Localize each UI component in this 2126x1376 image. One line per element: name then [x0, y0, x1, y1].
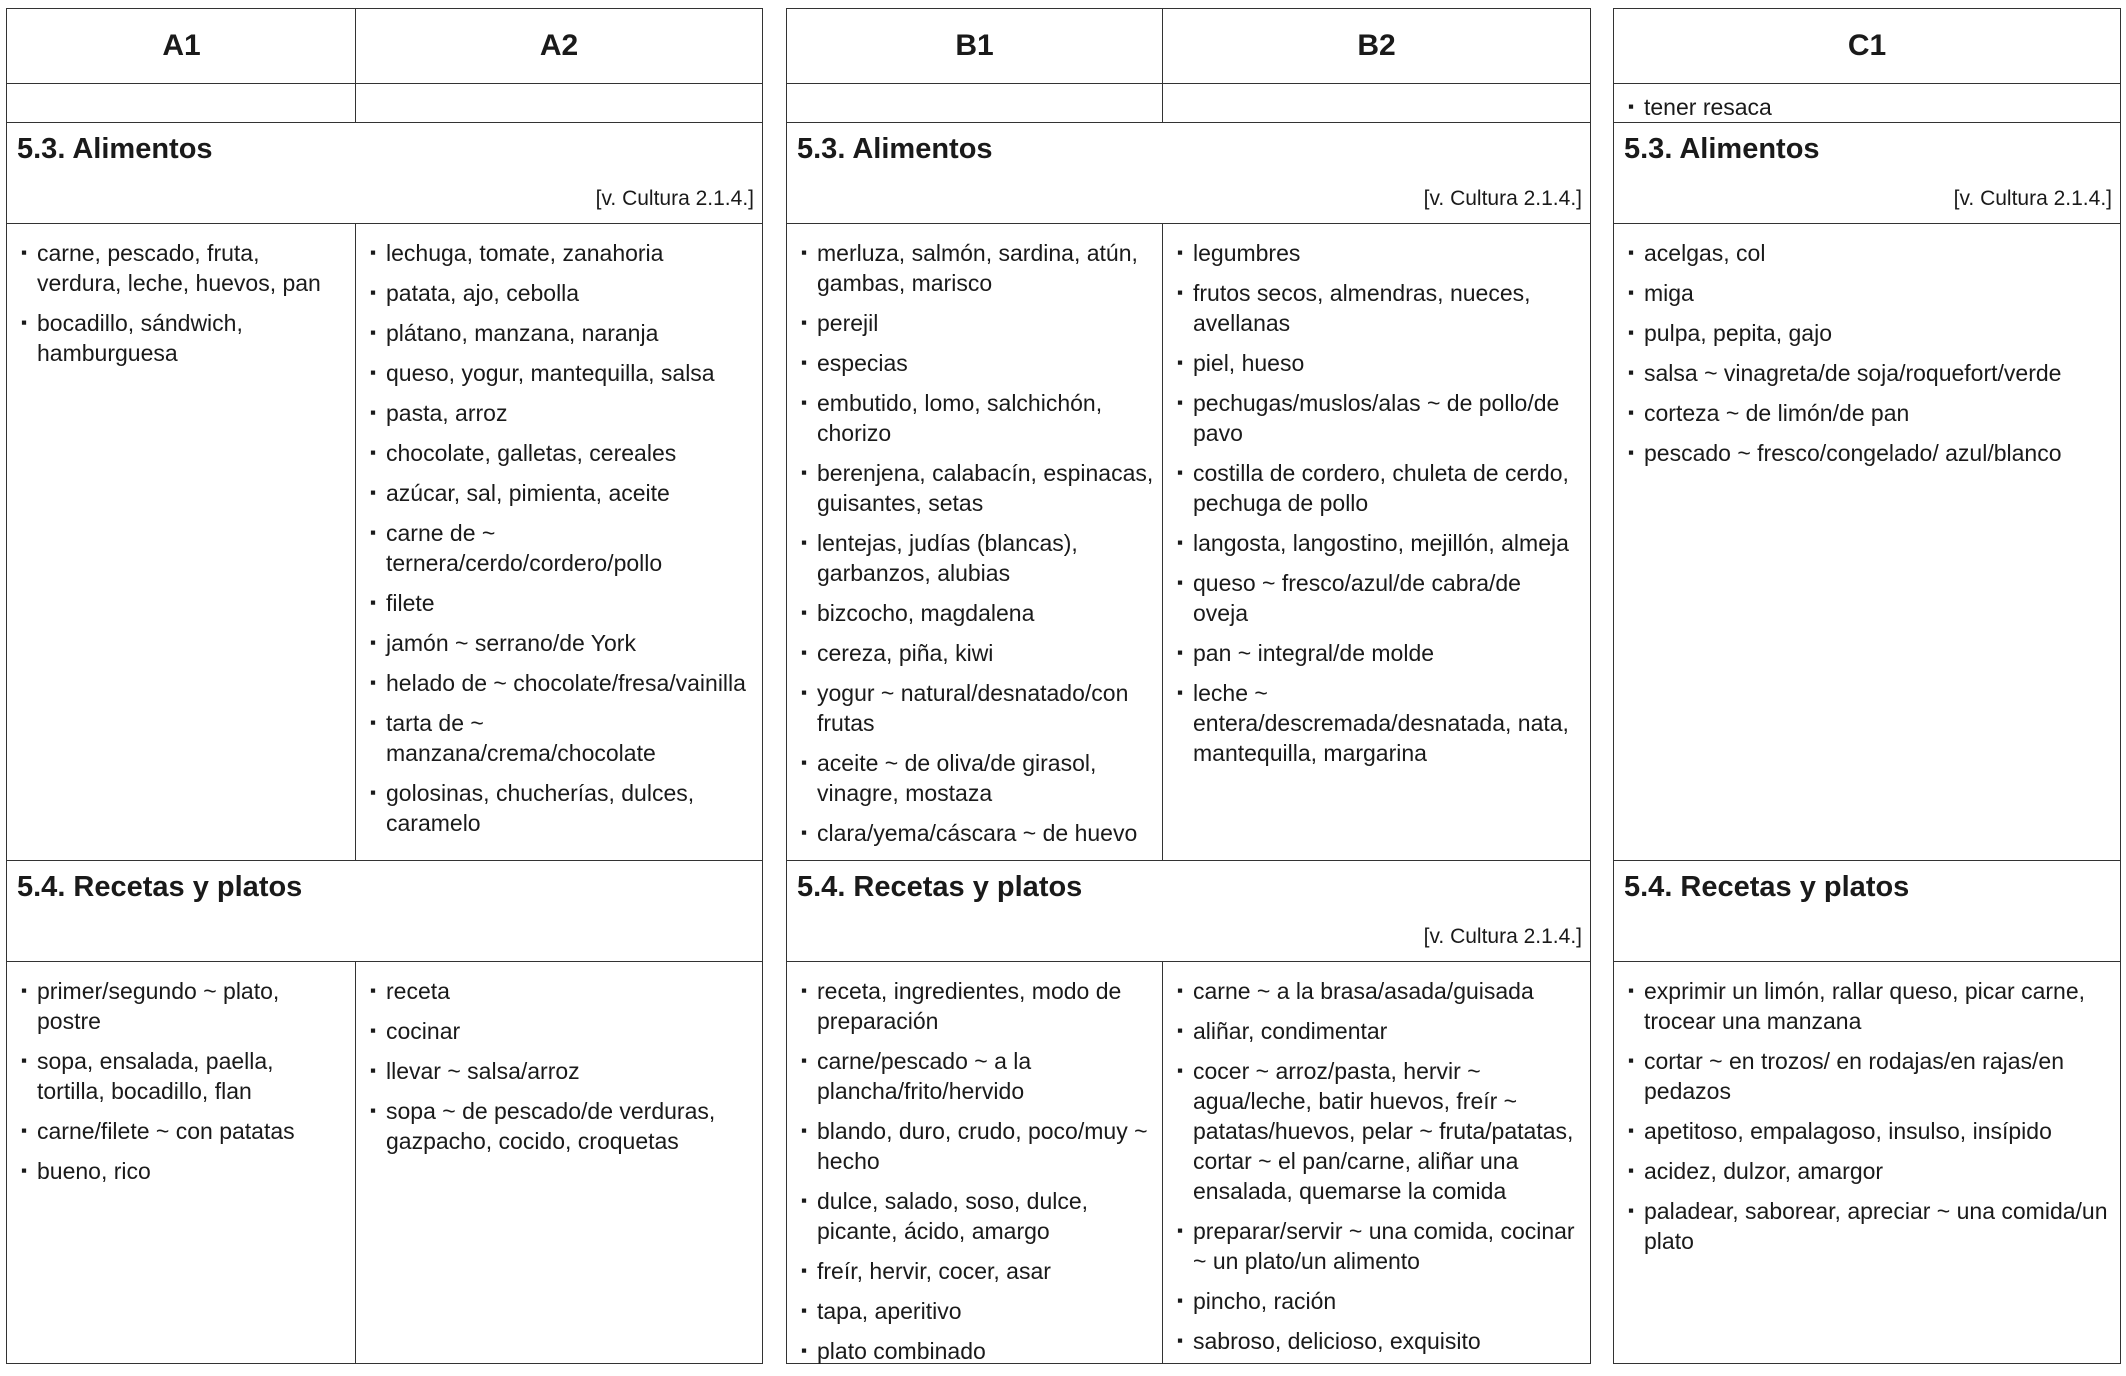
recetas-b2 [1163, 962, 1590, 1366]
list-item: ▪ frutos secos, almendras, nueces, avellanas [1177, 278, 1582, 338]
list-item: ▪ filete [370, 588, 754, 618]
list-item: ▪ pechugas/muslos/alas ~ de pollo/de pavo [1177, 388, 1582, 448]
table-c [1613, 8, 2121, 1364]
list-item: ▪ pulpa, pepita, gajo [1628, 318, 2112, 348]
item-list [1163, 962, 1590, 1356]
list-item: ▪ berenjena, calabacín, espinacas, guisantes, setas [801, 458, 1154, 518]
recetas-a1 [7, 962, 355, 1196]
list-item: ▪ acelgas, col [1628, 238, 2112, 268]
section-alimentos-c [1614, 123, 2120, 223]
section-recetas-a [7, 861, 762, 961]
list-item: ▪ apetitoso, empalagoso, insulso, insípido [1628, 1116, 2112, 1146]
section-title: 5.4. Recetas y platos [1624, 871, 1910, 903]
list-item: ▪ pincho, ración [1177, 1286, 1582, 1316]
alimentos-b2 [1163, 224, 1590, 778]
section-reference: [v. Cultura 2.1.4.] [595, 187, 754, 210]
list-item: ▪ receta, ingredientes, modo de preparación [801, 976, 1154, 1036]
table-a [6, 8, 763, 1364]
list-item: ▪ llevar ~ salsa/arroz [370, 1056, 754, 1086]
list-item: ▪ helado de ~ chocolate/fresa/vainilla [370, 668, 754, 698]
list-item: ▪ piel, hueso [1177, 348, 1582, 378]
list-item: ▪ tener resaca [1628, 92, 2112, 122]
list-item: ▪ blando, duro, crudo, poco/muy ~ hecho [801, 1116, 1154, 1176]
list-item: ▪ paladear, saborear, apreciar ~ una comida/un plato [1628, 1196, 2112, 1256]
section-reference: [v. Cultura 2.1.4.] [1423, 187, 1582, 210]
list-item: ▪ carne/filete ~ con patatas [21, 1116, 347, 1146]
item-list [787, 962, 1162, 1366]
list-item: ▪ corteza ~ de limón/de pan [1628, 398, 2112, 428]
list-item: ▪ tapa, aperitivo [801, 1296, 1154, 1326]
list-item: ▪ exprimir un limón, rallar queso, picar carne, trocear una manzana [1628, 976, 2112, 1036]
list-item: ▪ carne ~ a la brasa/asada/guisada [1177, 976, 1582, 1006]
list-item: ▪ golosinas, chucherías, dulces, caramelo [370, 778, 754, 838]
item-list [1614, 84, 2120, 122]
list-item: ▪ sabroso, delicioso, exquisito [1177, 1326, 1582, 1356]
list-item: ▪ pescado ~ fresco/congelado/ azul/blanco [1628, 438, 2112, 468]
section-alimentos-b [787, 123, 1590, 223]
alimentos-a1 [7, 224, 355, 378]
list-item: ▪ embutido, lomo, salchichón, chorizo [801, 388, 1154, 448]
list-item: ▪ legumbres [1177, 238, 1582, 268]
list-item: ▪ lentejas, judías (blancas), garbanzos, alubias [801, 528, 1154, 588]
list-item: ▪ merluza, salmón, sardina, atún, gambas, marisco [801, 238, 1154, 298]
list-item: ▪ azúcar, sal, pimienta, aceite [370, 478, 754, 508]
list-item: ▪ queso ~ fresco/azul/de cabra/de oveja [1177, 568, 1582, 628]
list-item: ▪ receta [370, 976, 754, 1006]
list-item: ▪ bocadillo, sándwich, hamburguesa [21, 308, 347, 368]
list-item: ▪ cereza, piña, kiwi [801, 638, 1154, 668]
list-item: ▪ especias [801, 348, 1154, 378]
list-item: ▪ miga [1628, 278, 2112, 308]
list-item: ▪ bueno, rico [21, 1156, 347, 1186]
list-item: ▪ langosta, langostino, mejillón, almeja [1177, 528, 1582, 558]
table-b [786, 8, 1591, 1364]
recetas-c1 [1614, 962, 2120, 1266]
item-list [356, 962, 762, 1156]
section-title: 5.3. Alimentos [1624, 133, 1820, 165]
list-item: ▪ costilla de cordero, chuleta de cerdo, pechuga de pollo [1177, 458, 1582, 518]
list-item: ▪ carne, pescado, fruta, verdura, leche, huevos, pan [21, 238, 347, 298]
list-item: ▪ yogur ~ natural/desnatado/con frutas [801, 678, 1154, 738]
alimentos-a2 [356, 224, 762, 848]
list-item: ▪ cortar ~ en trozos/ en rodajas/en rajas/en pedazos [1628, 1046, 2112, 1106]
list-item: ▪ clara/yema/cáscara ~ de huevo [801, 818, 1154, 848]
list-item: ▪ plátano, manzana, naranja [370, 318, 754, 348]
c1-top-row [1614, 84, 2120, 122]
list-item: ▪ chocolate, galletas, cereales [370, 438, 754, 468]
list-item: ▪ jamón ~ serrano/de York [370, 628, 754, 658]
section-recetas-c [1614, 861, 2120, 961]
list-item: ▪ plato combinado [801, 1336, 1154, 1366]
item-list [7, 224, 355, 368]
section-title: 5.4. Recetas y platos [797, 871, 1083, 903]
list-item: ▪ tarta de ~ manzana/crema/chocolate [370, 708, 754, 768]
item-list [7, 962, 355, 1186]
list-item: ▪ sopa ~ de pescado/de verduras, gazpacho, cocido, croquetas [370, 1096, 754, 1156]
list-item: ▪ sopa, ensalada, paella, tortilla, bocadillo, flan [21, 1046, 347, 1106]
item-list [1614, 962, 2120, 1256]
list-item: ▪ leche ~ entera/descremada/desnatada, nata, mantequilla, margarina [1177, 678, 1582, 768]
list-item: ▪ bizcocho, magdalena [801, 598, 1154, 628]
header-a1: A1 [162, 29, 201, 62]
list-item: ▪ salsa ~ vinagreta/de soja/roquefort/verde [1628, 358, 2112, 388]
header-b1: B1 [955, 29, 994, 62]
list-item: ▪ acidez, dulzor, amargor [1628, 1156, 2112, 1186]
list-item: ▪ pan ~ integral/de molde [1177, 638, 1582, 668]
list-item: ▪ carne/pescado ~ a la plancha/frito/hervido [801, 1046, 1154, 1106]
section-title: 5.3. Alimentos [797, 133, 993, 165]
list-item: ▪ queso, yogur, mantequilla, salsa [370, 358, 754, 388]
list-item: ▪ cocer ~ arroz/pasta, hervir ~ agua/leche, batir huevos, freír ~ patatas/huevos, pelar ~ fruta/patatas, cortar ~ el pan/carne, aliñar una ensalada, quemarse la comida [1177, 1056, 1582, 1206]
list-item: ▪ patata, ajo, cebolla [370, 278, 754, 308]
section-title: 5.4. Recetas y platos [17, 871, 303, 903]
item-list [1163, 224, 1590, 768]
item-list [1614, 224, 2120, 468]
list-item: ▪ freír, hervir, cocer, asar [801, 1256, 1154, 1286]
list-item: ▪ primer/segundo ~ plato, postre [21, 976, 347, 1036]
list-item: ▪ dulce, salado, soso, dulce, picante, ácido, amargo [801, 1186, 1154, 1246]
list-item: ▪ aceite ~ de oliva/de girasol, vinagre, mostaza [801, 748, 1154, 808]
section-reference: [v. Cultura 2.1.4.] [1953, 187, 2112, 210]
header-b2: B2 [1357, 29, 1396, 62]
section-alimentos-a [7, 123, 762, 223]
list-item: ▪ aliñar, condimentar [1177, 1016, 1582, 1046]
list-item: ▪ cocinar [370, 1016, 754, 1046]
list-item: ▪ carne de ~ ternera/cerdo/cordero/pollo [370, 518, 754, 578]
header-a2: A2 [539, 29, 579, 62]
section-reference: [v. Cultura 2.1.4.] [1423, 925, 1582, 948]
list-item: ▪ pasta, arroz [370, 398, 754, 428]
recetas-b1 [787, 962, 1162, 1376]
item-list [356, 224, 762, 838]
recetas-a2 [356, 962, 762, 1166]
list-item: ▪ lechuga, tomate, zanahoria [370, 238, 754, 268]
alimentos-b1 [787, 224, 1162, 858]
section-title: 5.3. Alimentos [17, 133, 213, 165]
alimentos-c1 [1614, 224, 2120, 478]
section-recetas-b [787, 861, 1590, 961]
list-item: ▪ preparar/servir ~ una comida, cocinar ~ un plato/un alimento [1177, 1216, 1582, 1276]
list-item: ▪ perejil [801, 308, 1154, 338]
header-c1: C1 [1847, 29, 1887, 62]
item-list [787, 224, 1162, 848]
